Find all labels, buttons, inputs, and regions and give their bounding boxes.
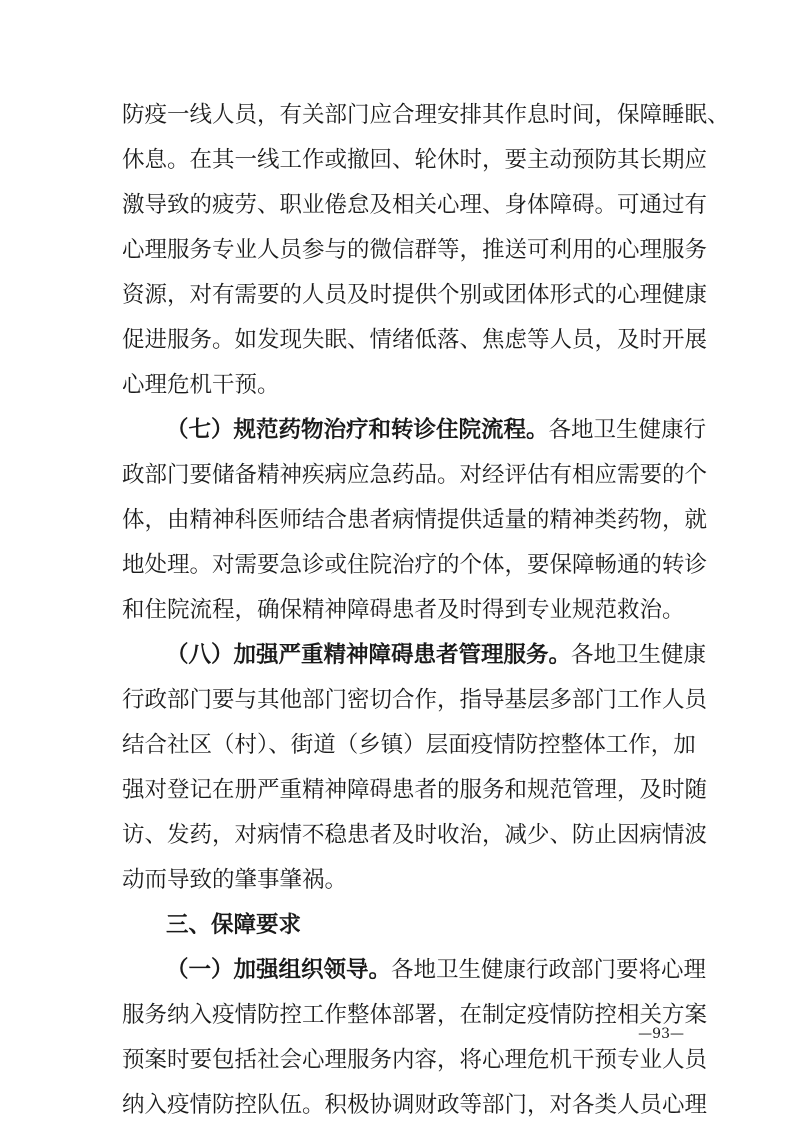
paragraph-line: 激导致的疲劳、职业倦怠及相关心理、身体障碍。可通过有 (122, 192, 708, 218)
paragraph-line: 动而导致的肇事肇祸。 (122, 867, 348, 893)
paragraph-first-line (166, 415, 707, 445)
paragraph-line: 行政部门要与其他部门密切合作，指导基层多部门工作人员 (122, 687, 708, 713)
paragraph-line: 强对登记在册严重精神障碍患者的服务和规范管理，及时随 (122, 777, 708, 803)
paragraph-line: 纳入疫情防控队伍。积极协调财政等部门，对各类人员心理 (122, 1092, 708, 1118)
paragraph-line: 地处理。对需要急诊或住院治疗的个体，要保障畅通的转诊 (122, 552, 708, 578)
paragraph-text: 各地卫生健康 (571, 642, 707, 668)
paragraph-line: 休息。在其一线工作或撤回、轮休时，要主动预防其长期应 (122, 147, 708, 173)
paragraph-line: 心理服务专业人员参与的微信群等，推送可利用的心理服务 (122, 237, 708, 263)
paragraph-text: 各地卫生健康行 (548, 417, 707, 443)
paragraph-line: 防疫一线人员，有关部门应合理安排其作息时间，保障睡眠、 (122, 102, 730, 128)
paragraph-first-line (166, 640, 707, 670)
paragraph-line: 访、发药，对病情不稳患者及时收治，减少、防止因病情波 (122, 822, 708, 848)
paragraph-line: 资源，对有需要的人员及时提供个别或团体形式的心理健康 (122, 282, 708, 308)
paragraph-line: 结合社区（村）、街道（乡镇）层面疫情防控整体工作，加 (122, 732, 696, 758)
subsection-heading: （七）规范药物治疗和转诊住院流程。 (166, 417, 549, 443)
paragraph-line: 心理危机干预。 (122, 372, 280, 398)
subsection-heading: （一）加强组织领导。 (166, 957, 392, 983)
paragraph-line: 服务纳入疫情防控工作整体部署，在制定疫情防控相关方案 (122, 1002, 708, 1028)
subsection-heading: （八）加强严重精神障碍患者管理服务。 (166, 642, 572, 668)
page-number: —93— (638, 1026, 684, 1042)
paragraph-line: 政部门要储备精神疾病应急药品。对经评估有相应需要的个 (122, 462, 708, 488)
paragraph-first-line (166, 955, 707, 985)
paragraph-line: 预案时要包括社会心理服务内容，将心理危机干预专业人员 (122, 1047, 708, 1073)
paragraph-line: 促进服务。如发现失眠、情绪低落、焦虑等人员，及时开展 (122, 327, 708, 353)
paragraph-text: 各地卫生健康行政部门要将心理 (391, 957, 707, 983)
paragraph-line: 体，由精神科医师结合患者病情提供适量的精神类药物，就 (122, 507, 708, 533)
section-heading: 三、保障要求 (166, 912, 302, 938)
paragraph-line: 和住院流程，确保精神障碍患者及时得到专业规范救治。 (122, 597, 685, 623)
